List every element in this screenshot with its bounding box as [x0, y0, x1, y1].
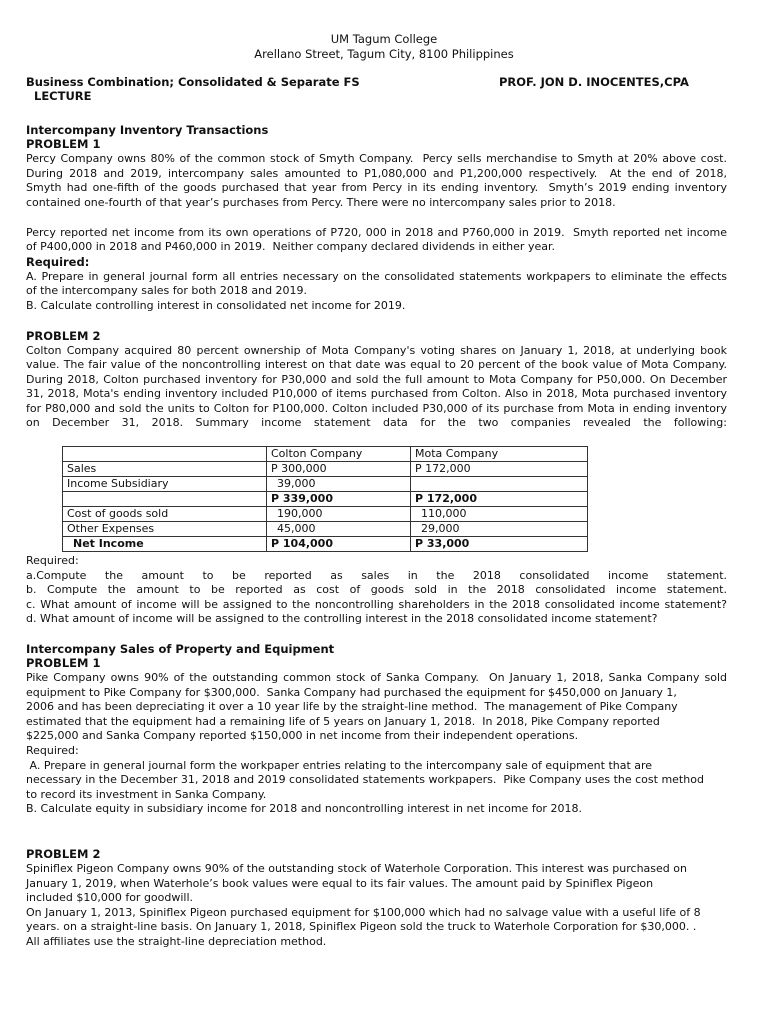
- table-cell: Net Income: [63, 537, 267, 552]
- paragraph-line: Spiniflex Pigeon Company owns 90% of the outstanding stock of Waterhole Corporation. This interest was purchased on: [26, 862, 687, 875]
- paragraph-line: Percy reported net income from its own operations of P720, 000 in 2018 and P760,000 in 2019. Smyth reported net income: [26, 226, 727, 239]
- problem-label: PROBLEM 2: [26, 847, 101, 861]
- income-statement-table: [62, 446, 588, 552]
- table-cell: P 172,000: [411, 492, 588, 507]
- problem-label: PROBLEM 2: [26, 329, 101, 343]
- requirement-line: A. Prepare in general journal form the workpaper entries relating to the intercompany sale of equipment that are: [26, 759, 653, 772]
- table-cell: P 339,000: [267, 492, 411, 507]
- requirement-line: B. Calculate equity in subsidiary income for 2018 and noncontrolling interest in net income for 2018.: [26, 802, 582, 815]
- paragraph-line: Pike Company owns 90% of the outstanding common stock of Sanka Company. On January 1, 2018, Sanka Company sold: [26, 671, 727, 684]
- required-label: Required:: [26, 744, 79, 757]
- requirement-line: A. Prepare in general journal form all entries necessary on the consolidated statements workpapers to eliminate the effects: [26, 270, 727, 283]
- paragraph-line: included $10,000 for goodwill.: [26, 891, 194, 904]
- paragraph-line: estimated that the equipment had a remaining life of 5 years on January 1, 2018. In 2018, Pike Company reported: [26, 715, 660, 728]
- paragraph-line: During 2018 and 2019, intercompany sales amounted to P1,080,000 and P1,200,000 respectively. At the end of 2018,: [26, 167, 727, 180]
- table-header-row: [63, 447, 588, 462]
- paragraph-line: During 2018, Colton purchased inventory for P30,000 and sold the full amount to Mota Company for P50,000. On December: [26, 373, 727, 386]
- section-title-property: Intercompany Sales of Property and Equipment: [26, 642, 335, 656]
- table-header-mota: Mota Company: [411, 447, 588, 462]
- requirement-line: B. Calculate controlling interest in consolidated net income for 2019.: [26, 299, 406, 312]
- requirement-line: d. What amount of income will be assigned to the controlling interest in the 2018 consolidated income statement?: [26, 612, 658, 625]
- requirement-line: necessary in the December 31, 2018 and 2019 consolidated statements workpapers. Pike Company uses the cost method: [26, 773, 704, 786]
- paragraph-line: for P80,000 and sold the units to Colton for P100,000. Colton included P30,000 of its purchase from Mota in ending inventory: [26, 402, 727, 415]
- table-cell: [411, 477, 588, 492]
- paragraph-line: Percy Company owns 80% of the common stock of Smyth Company. Percy sells merchandise to Smyth at 20% above cost.: [26, 152, 727, 165]
- paragraph-line: 31, 2018, Mota's ending inventory included P10,000 of items purchased from Colton. Also in 2018, Mota purchased inventory: [26, 387, 727, 400]
- table-cell: Other Expenses: [63, 522, 267, 537]
- paragraph-line: All affiliates use the straight-line depreciation method.: [26, 935, 327, 948]
- paragraph-line: value. The fair value of the noncontrolling interest on that date was equal to 20 percent of the book value of Mota Company.: [26, 358, 727, 371]
- table-cell: 39,000: [267, 477, 411, 492]
- paragraph-line: On January 1, 2013, Spiniflex Pigeon purchased equipment for $100,000 which had no salvage value with a useful life of 8: [26, 906, 701, 919]
- table-cell: P 33,000: [411, 537, 588, 552]
- table-cell: 190,000: [267, 507, 411, 522]
- table-row: [63, 522, 588, 537]
- section-title-inventory: Intercompany Inventory Transactions: [26, 123, 269, 137]
- table-cell: P 104,000: [267, 537, 411, 552]
- table-header-colton: Colton Company: [267, 447, 411, 462]
- paragraph-line: January 1, 2019, when Waterhole’s book values were equal to its fair values. The amount paid by Spiniflex Pigeon: [26, 877, 654, 890]
- requirement-line: a.Compute the amount to be reported as sales in the 2018 consolidated income statement.: [26, 569, 727, 582]
- problem-label: PROBLEM 1: [26, 656, 101, 670]
- course-title: Business Combination; Consolidated & Separate FS: [26, 75, 360, 89]
- table-cell: [63, 492, 267, 507]
- requirement-line: c. What amount of income will be assigned to the noncontrolling shareholders in the 2018 consolidated income statement?: [26, 598, 727, 611]
- paragraph-line: of P400,000 in 2018 and P460,000 in 2019. Neither company declared dividends in either year.: [26, 240, 555, 253]
- lecture-label: LECTURE: [34, 89, 92, 103]
- requirement-line: to record its investment in Sanka Company.: [26, 788, 267, 801]
- paragraph-line: $225,000 and Sanka Company reported $150,000 in net income from their independent operations.: [26, 729, 579, 742]
- paragraph-line: on December 31, 2018. Summary income statement data for the two companies revealed the following:: [26, 416, 727, 429]
- table-row: [63, 477, 588, 492]
- table-cell: Income Subsidiary: [63, 477, 267, 492]
- table-row: [63, 507, 588, 522]
- table-row: [63, 492, 588, 507]
- table-row: [63, 462, 588, 477]
- table-cell: P 300,000: [267, 462, 411, 477]
- table-cell: 110,000: [411, 507, 588, 522]
- paragraph-line: contained one-fourth of that year’s purchases from Percy. There were no intercompany sales prior to 2018.: [26, 196, 616, 209]
- requirement-line: b. Compute the amount to be reported as cost of goods sold in the 2018 consolidated income statement.: [26, 583, 727, 596]
- paragraph-line: equipment to Pike Company for $300,000. Sanka Company had purchased the equipment for $450,000 on January 1,: [26, 686, 677, 699]
- school-address: Arellano Street, Tagum City, 8100 Philippines: [254, 47, 514, 61]
- paragraph-line: Smyth had one-fifth of the goods purchased that year from Percy in its ending inventory. Smyth’s 2019 ending inventory: [26, 181, 727, 194]
- table-cell: [63, 447, 267, 462]
- required-label: Required:: [26, 255, 90, 269]
- table-cell: 45,000: [267, 522, 411, 537]
- paragraph-line: 2006 and has been depreciating it over a 10 year life by the straight-line method. The management of Pike Company: [26, 700, 678, 713]
- table-cell: P 172,000: [411, 462, 588, 477]
- school-name: UM Tagum College: [330, 32, 438, 46]
- problem-label: PROBLEM 1: [26, 137, 101, 151]
- professor-name: PROF. JON D. INOCENTES,CPA: [499, 75, 689, 89]
- table-row: [63, 537, 588, 552]
- table-cell: 29,000: [411, 522, 588, 537]
- requirement-line: of the intercompany sales for both 2018 and 2019.: [26, 284, 308, 297]
- table-cell: Sales: [63, 462, 267, 477]
- paragraph-line: Colton Company acquired 80 percent ownership of Mota Company's voting shares on January 1, 2018, at underlying book: [26, 344, 727, 357]
- paragraph-line: years. on a straight-line basis. On January 1, 2018, Spiniflex Pigeon sold the truck to Waterhole Corporation for $30,000. .: [26, 920, 697, 933]
- table-cell: Cost of goods sold: [63, 507, 267, 522]
- required-label: Required:: [26, 554, 79, 567]
